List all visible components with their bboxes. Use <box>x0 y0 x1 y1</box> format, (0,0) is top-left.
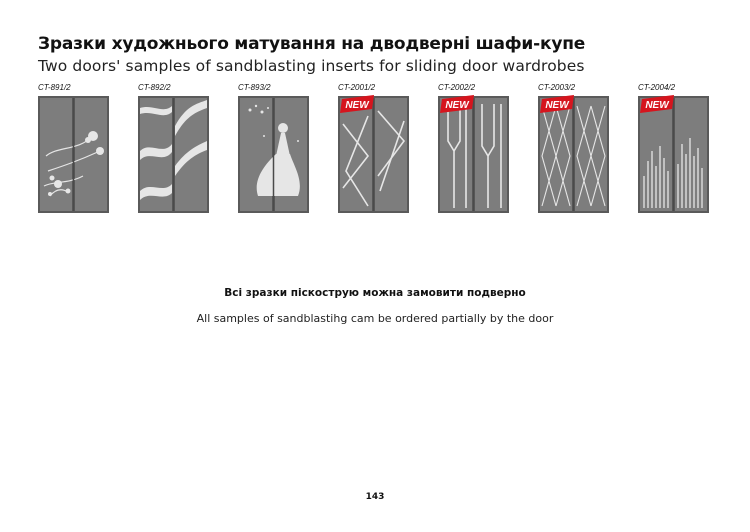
sample-code: CT-892/2 <box>138 83 171 92</box>
wardrobe-image <box>138 96 209 213</box>
sample-code: CT-893/2 <box>238 83 271 92</box>
sample-ct-2004[interactable] <box>638 83 709 213</box>
sample-code: CT-2001/2 <box>338 83 376 92</box>
note-ukrainian: Всі зразки піскострую можна замовити подверно <box>224 287 526 299</box>
sample-code: CT-2002/2 <box>438 83 476 92</box>
new-badge <box>340 95 376 113</box>
sample-code: CT-891/2 <box>38 83 71 92</box>
wardrobe-image <box>238 96 309 213</box>
wardrobe-image <box>38 96 109 213</box>
new-badge <box>640 95 676 113</box>
new-badge <box>440 95 476 113</box>
badge-label: NEW <box>445 100 469 111</box>
wardrobe-image <box>538 96 609 213</box>
new-badge <box>540 95 576 113</box>
sample-code: CT-2004/2 <box>638 83 676 92</box>
samples-gallery <box>38 83 718 213</box>
page-number: 143 <box>365 492 385 502</box>
sample-ct-2003[interactable] <box>538 83 609 213</box>
note-english: All samples of sandblastihg cam be ordered partially by the door <box>196 312 554 325</box>
sample-ct-2001[interactable] <box>338 83 409 213</box>
wardrobe-image <box>638 96 709 213</box>
sample-ct-891[interactable] <box>38 83 109 213</box>
page-subtitle: Two doors' samples of sandblasting inserts for sliding door wardrobes <box>38 57 585 75</box>
sample-code: CT-2003/2 <box>538 83 576 92</box>
wardrobe-image <box>438 96 509 213</box>
badge-label: NEW <box>545 100 569 111</box>
page-title: Зразки художнього матування на дводверні шафи-купе <box>38 34 586 54</box>
sample-ct-2002[interactable] <box>438 83 509 213</box>
sample-ct-893[interactable] <box>238 83 309 213</box>
badge-label: NEW <box>345 100 369 111</box>
badge-label: NEW <box>645 100 669 111</box>
sample-ct-892[interactable] <box>138 83 209 213</box>
wardrobe-image <box>338 96 409 213</box>
